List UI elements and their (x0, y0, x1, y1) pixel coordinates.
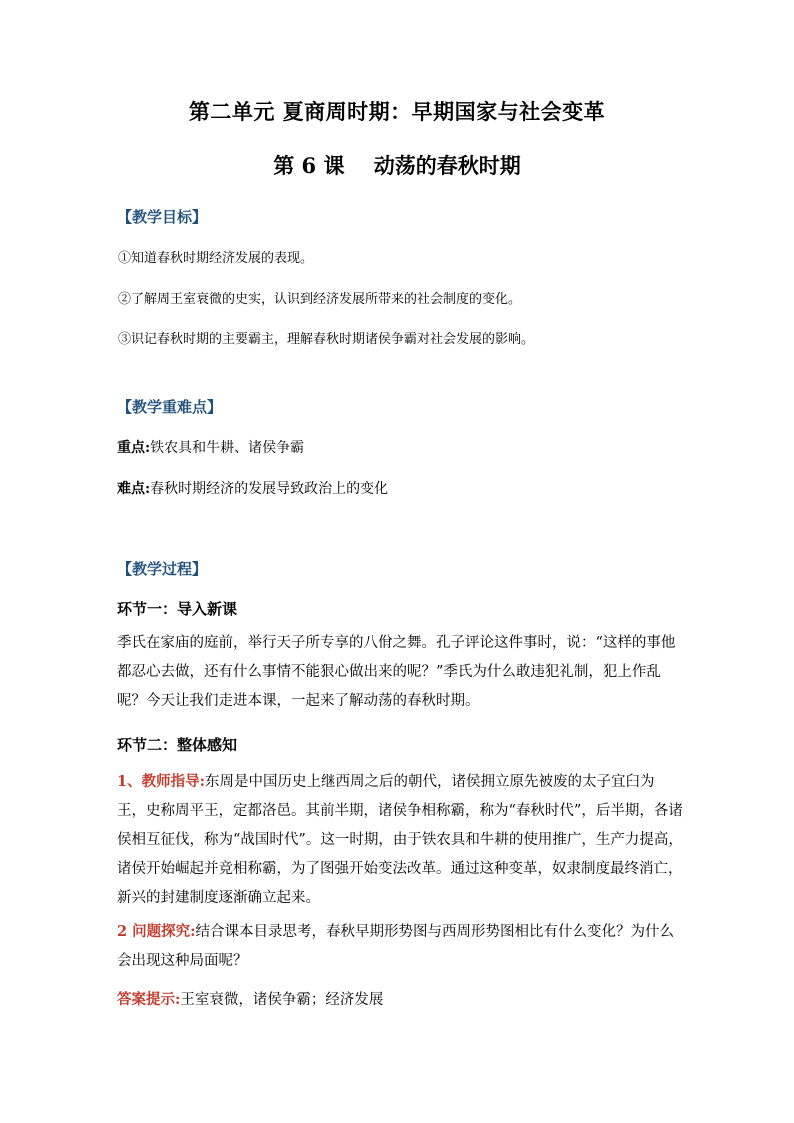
process-heading: 【教学过程】 (117, 560, 208, 578)
lesson-title: 第 6 课 动荡的春秋时期 (273, 153, 521, 178)
teacher-guide-text: 东周是中国历史上继西周之后的朝代，诸侯拥立原先被废的太子宜臼为王，史称周平王，定都洛邑。其前半期，诸侯争相称霸，称为“春秋时代”，后半期，各诸侯相互征伐，称为“战国时代”。这一时期，由于铁农具和牛耕的使用推广，生产力提高，诸侯开始崛起并竞相称霸，为了图强开始变法改革。通过这种变革，奴隶制度最终消亡，新兴的封建制度逐渐确立起来。 (117, 774, 683, 906)
teacher-guide-label: 1、教师指导: (117, 773, 205, 790)
key-point-text: 铁农具和牛耕、诸侯争霸 (150, 440, 305, 456)
step1-title: 环节一：导入新课 (117, 600, 238, 618)
question-paragraph (117, 917, 683, 976)
hard-point-line (117, 478, 388, 498)
key-point-label: 重点: (117, 440, 151, 456)
question-text: 结合课本目录思考，春秋早期形势图与西周形势图相比有什么变化？为什么会出现这种局面呢？ (117, 924, 674, 969)
goal-item-3: ③识记春秋时期的主要霸主，理解春秋时期诸侯争霸对社会发展的影响。 (118, 332, 535, 347)
step1-text: 季氏在家庙的庭前，举行天子所专享的八佾之舞。孔子评论这件事时，说：“这样的事他都忍心去做，还有什么事情不能狠心做出来的呢？”季氏为什么敢违犯礼制，犯上作乱呢？今天让我们走进本课，一起来了解动荡的春秋时期。 (117, 635, 676, 709)
goal-item-2: ②了解周王室衰微的史实，认识到经济发展所带来的社会制度的变化。 (118, 292, 522, 307)
unit-title: 第二单元 夏商周时期：早期国家与社会变革 (188, 99, 606, 124)
goals-heading: 【教学目标】 (117, 208, 208, 226)
step2-title: 环节二：整体感知 (117, 736, 238, 754)
teacher-guide-paragraph (117, 767, 683, 913)
question-label: 2 问题探究: (117, 923, 196, 940)
difficulties-heading: 【教学重难点】 (117, 398, 223, 416)
answer-paragraph (117, 985, 683, 1015)
answer-label: 答案提示: (117, 991, 181, 1008)
hard-point-text: 春秋时期经济的发展导致政治上的变化 (150, 481, 389, 497)
hard-point-label: 难点: (117, 481, 151, 497)
key-point-line (117, 437, 304, 457)
goal-item-1: ①知道春秋时期经济发展的表现。 (118, 251, 314, 266)
step1-paragraph (117, 629, 683, 716)
answer-text: 王室衰微，诸侯争霸；经济发展 (180, 992, 384, 1008)
